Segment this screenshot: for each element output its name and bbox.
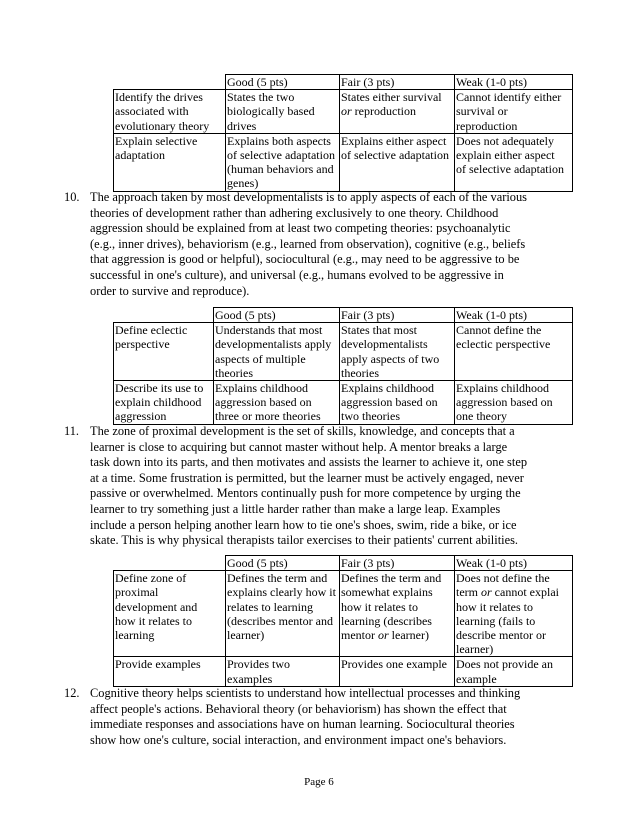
cell-text: Does not adequately [456, 133, 554, 148]
cell-text: of selective adaptation [341, 148, 449, 163]
paragraph-10 [64, 190, 570, 299]
header-cell: Fair (3 pts) [340, 75, 455, 90]
cell-text: aggression based on [341, 395, 438, 410]
criterion-cell [114, 133, 226, 191]
good-cell [214, 323, 340, 381]
cell-text: Provides two [227, 657, 290, 672]
paragraph-line: (e.g., inner drives), behaviorism (e.g., learned from observation), cognitive (e.g., beliefs [90, 236, 526, 251]
cell-text: Does not provide an [456, 657, 553, 672]
cell-text: Identify the drives [115, 90, 203, 105]
cell-text: perspective [115, 337, 170, 352]
cell-text: aggression [115, 409, 167, 424]
fair-cell [340, 323, 455, 381]
cell-text: examples [227, 671, 273, 686]
item-number: 11. [64, 424, 80, 438]
cell-text: how it relates to [115, 613, 192, 628]
cell-text: survival or [456, 104, 508, 119]
cell-text: Does not define the [456, 571, 550, 586]
cell-text: Explains childhood [341, 381, 434, 396]
cell-text: Explains both aspects [227, 133, 331, 148]
rubric-table-3 [113, 555, 573, 687]
cell-text: aspects of multiple [215, 351, 306, 366]
cell-text: Provide examples [115, 657, 201, 672]
fair-cell [340, 571, 455, 657]
fair-cell [340, 657, 455, 686]
cell-text: Defines the term and [341, 571, 442, 586]
cell-text: Describe its use to [115, 381, 204, 396]
emphasis-text: or [378, 628, 389, 643]
page-number: Page 6 [304, 776, 334, 788]
emphasis-text: or [481, 585, 492, 600]
criterion-cell [114, 323, 214, 381]
weak-cell [455, 381, 573, 425]
cell-text: (describes mentor and [227, 613, 333, 628]
fair-cell [340, 90, 455, 134]
fair-cell [340, 381, 455, 425]
cell-text: eclectic perspective [456, 337, 551, 352]
paragraph-line: task down into its parts, and then motivates and assists the learner to achieve it, one step [90, 455, 528, 470]
cell-text: States either survival [341, 90, 442, 105]
cell-text: learning (describes [341, 613, 432, 628]
paragraph-12 [64, 686, 570, 748]
weak-cell [455, 133, 573, 191]
cell-text: of selective adaptation [227, 148, 335, 163]
cell-text: Provides one example [341, 657, 447, 672]
header-cell: Weak (1-0 pts) [455, 308, 573, 323]
good-cell [214, 381, 340, 425]
paragraph-line: immediate responses and associations have on human learning. Sociocultural theories [90, 717, 515, 732]
cell-text: reproduction [351, 104, 416, 119]
cell-text: Define eclectic [115, 323, 188, 338]
item-number: 10. [64, 190, 80, 204]
paragraph-line: passive or overwhelmed. Mentors continually push for more competence by urging the [90, 486, 521, 501]
cell-text: aggression based on [456, 395, 553, 410]
paragraph-line: include a person helping another learn how to tie one's shoes, swim, ride a bike, or ice [90, 517, 517, 532]
table-row [114, 381, 573, 425]
cell-text: developmentalists [341, 337, 428, 352]
table-header-row [114, 75, 573, 90]
weak-cell [455, 657, 573, 686]
cell-text: Explains either aspect [341, 133, 447, 148]
paragraph-line: The zone of proximal development is the set of skills, knowledge, and concepts that a [90, 424, 515, 438]
paragraph-line: successful in one's culture), and universal (e.g., humans evolved to be aggressive in [90, 267, 504, 282]
good-cell [226, 133, 340, 191]
cell-text: learning (fails to [456, 613, 536, 628]
cell-text: learner) [227, 628, 265, 643]
paragraph-11 [64, 424, 570, 549]
paragraph-line: skate. This is why physical therapists tailor exercises to their patients' current abilities. [90, 533, 518, 548]
cell-text: apply aspects of two [341, 351, 440, 366]
cell-text: biologically based [227, 104, 315, 119]
rubric-table-1 [113, 74, 573, 192]
cell-text: Cannot define the [456, 323, 542, 338]
cell-text: how it relates to [456, 599, 533, 614]
good-cell [226, 90, 340, 134]
paragraph-line: order to survive and reproduce). [90, 283, 250, 298]
cell-text: States that most [341, 323, 417, 338]
cell-text: adaptation [115, 148, 165, 163]
cell-text: Explain selective [115, 133, 198, 148]
cell-text: theories [341, 365, 379, 380]
cell-text: of selective adaptation [456, 162, 564, 177]
cell-text: aggression based on [215, 395, 312, 410]
criterion-cell [114, 381, 214, 425]
cell-text: Explains childhood [215, 381, 308, 396]
paragraph-line: affect people's actions. Behavioral theory (or behaviorism) has shown the effect that [90, 701, 507, 716]
cell-text: theories [215, 365, 253, 380]
cell-text: reproduction [456, 118, 518, 133]
weak-cell [455, 323, 573, 381]
cell-text: mentor [341, 628, 378, 643]
cell-text: Defines the term and [227, 571, 328, 586]
cell-text: example [456, 671, 497, 686]
paragraph-line: show how one's culture, social interaction, and environment impact one's behaviors. [90, 732, 507, 747]
header-cell: Fair (3 pts) [340, 308, 455, 323]
cell-text: (human behaviors and [227, 162, 334, 177]
cell-text: one theory [456, 409, 507, 424]
cell-text: Understands that most [215, 323, 323, 338]
cell-text: associated with [115, 104, 189, 119]
cell-text: explain either aspect [456, 148, 555, 163]
header-cell: Weak (1-0 pts) [455, 75, 573, 90]
cell-text: drives [227, 118, 257, 133]
paragraph-line: theories of development rather than adhering exclusively to one theory. Childhood [90, 205, 499, 220]
table-row [114, 657, 573, 686]
table-header-row [114, 556, 573, 571]
paragraph-line: Cognitive theory helps scientists to understand how intellectual processes and thinking [90, 686, 521, 700]
emphasis-text: or [341, 104, 352, 119]
weak-cell [455, 571, 573, 657]
header-blank-cell [114, 75, 226, 90]
fair-cell [340, 133, 455, 191]
cell-text: how it relates to [341, 599, 418, 614]
paragraph-line: that aggression is good or helpful), sociocultural (e.g., may need to be aggressive to be [90, 252, 520, 267]
cell-text: States the two [227, 90, 295, 105]
cell-text: development and [115, 599, 198, 614]
rubric-table-2 [113, 307, 573, 425]
paragraph-line: learner to try something just a little harder rather than make a large leap. Examples [90, 501, 501, 516]
cell-text: proximal [115, 585, 159, 600]
header-cell: Good (5 pts) [226, 556, 340, 571]
paragraph-line: learner is close to acquiring but cannot master without help. A mentor breaks a large [90, 439, 508, 454]
cell-text: Define zone of [115, 571, 187, 586]
cell-text: developmentalists apply [215, 337, 332, 352]
header-cell: Good (5 pts) [214, 308, 340, 323]
header-cell: Good (5 pts) [226, 75, 340, 90]
cell-text: Explains childhood [456, 381, 549, 396]
cell-text: Cannot identify either [456, 90, 562, 105]
good-cell [226, 657, 340, 686]
criterion-cell [114, 571, 226, 657]
header-blank-cell [114, 556, 226, 571]
weak-cell [455, 90, 573, 134]
cell-text: cannot explai [491, 585, 559, 600]
criterion-cell [114, 90, 226, 134]
cell-text: learning [115, 628, 155, 643]
table-row [114, 133, 573, 191]
cell-text: explains clearly how it [227, 585, 336, 600]
cell-text: learner) [388, 628, 429, 643]
paragraph-line: at a time. Some frustration is permitted, but the learner must be actively engaged, never [90, 470, 524, 485]
paragraph-line: aggression should be explained from at least two competing theories: psychoanalytic [90, 221, 511, 236]
table-row [114, 571, 573, 657]
item-number: 12. [64, 686, 80, 700]
table-header-row [114, 308, 573, 323]
table-row [114, 90, 573, 134]
cell-text: relates to learning [227, 599, 313, 614]
cell-text: genes) [227, 176, 259, 191]
cell-text: explain childhood [115, 395, 202, 410]
cell-text: evolutionary theory [115, 118, 210, 133]
header-cell: Fair (3 pts) [340, 556, 455, 571]
cell-text: describe mentor or [456, 628, 546, 643]
cell-text: term [456, 585, 481, 600]
good-cell [226, 571, 340, 657]
cell-text: somewhat explains [341, 585, 433, 600]
table-row [114, 323, 573, 381]
cell-text: two theories [341, 409, 400, 424]
cell-text: learner) [456, 642, 494, 657]
criterion-cell [114, 657, 226, 686]
header-blank-cell [114, 308, 214, 323]
paragraph-line: The approach taken by most developmentalists is to apply aspects of each of the various [90, 190, 527, 204]
header-cell: Weak (1-0 pts) [455, 556, 573, 571]
cell-text: three or more theories [215, 409, 321, 424]
